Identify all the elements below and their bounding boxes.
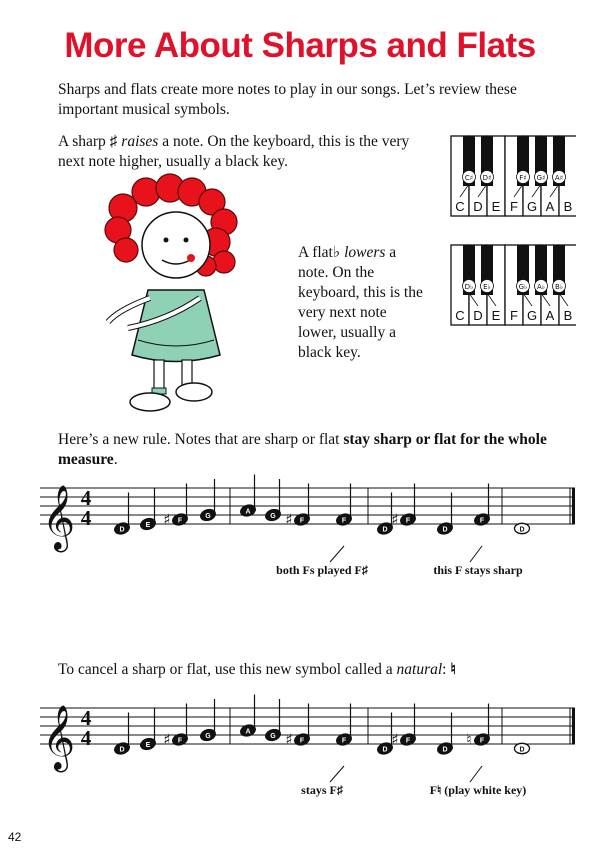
white-key-label: F	[510, 199, 518, 214]
note-name: F	[479, 517, 485, 525]
note-name: D	[119, 526, 125, 534]
annotation-arrow	[470, 546, 482, 562]
time-signature-bottom: 4	[80, 726, 92, 750]
treble-clef-icon: 𝄞	[42, 485, 76, 550]
sharp-key-label: F♯	[519, 174, 527, 182]
girl-illustration	[88, 170, 268, 415]
flat-text-after: a note. On the keyboard, this is the very next note lower, usually a black key.	[298, 244, 423, 361]
sharp-sign-icon: ♯	[163, 730, 171, 749]
rule-paragraph	[58, 430, 578, 470]
note-name: F	[405, 737, 411, 745]
note-name: A	[245, 508, 251, 516]
note-name: F	[177, 517, 183, 525]
time-signature-top: 4	[80, 706, 92, 730]
flat-key-label: E♭	[483, 283, 491, 291]
annotation-2: F♮ (play white key)	[429, 783, 527, 797]
sharp-text-after: a note. On the keyboard, this is the very next note higher, usually a black key.	[58, 133, 410, 170]
note-name: F	[405, 517, 411, 525]
time-signature-bottom: 4	[80, 506, 92, 530]
sharp-key-label: D♯	[482, 174, 492, 182]
white-key-label: B	[563, 199, 573, 214]
sharp-sign-icon: ♯	[163, 510, 171, 529]
white-key-label: G	[526, 308, 538, 323]
annotation-arrow	[470, 766, 482, 782]
note-name: F	[479, 737, 485, 745]
flat-key-label: A♭	[536, 283, 546, 291]
flat-key-label: G♭	[518, 283, 528, 291]
white-key-label: F	[510, 308, 518, 323]
natural-paragraph	[58, 660, 578, 680]
sharp-sign-icon: ♯	[285, 730, 293, 749]
note-name: D	[442, 746, 448, 754]
white-key-label: D	[473, 308, 483, 323]
sharp-key-label: C♯	[464, 174, 474, 182]
sharp-key-label: G♯	[536, 174, 546, 182]
note-name: D	[519, 746, 525, 754]
white-key-label: E	[491, 308, 501, 323]
natural-emphasis: natural	[396, 661, 443, 678]
rule-text-after: .	[113, 451, 118, 468]
page-title: More About Sharps and Flats	[64, 26, 536, 65]
white-key-label: D	[473, 199, 483, 214]
note-name: G	[270, 733, 276, 740]
natural-text-before: To cancel a sharp or flat, use this new symbol called a	[58, 661, 393, 678]
note-name: F	[341, 517, 347, 525]
white-key-label: B	[563, 308, 573, 323]
note-name: F	[299, 737, 305, 745]
note-name: F	[299, 517, 305, 525]
note-name: D	[382, 746, 388, 754]
sharp-symbol: ♯	[109, 133, 118, 150]
sharp-emphasis: raises	[121, 133, 159, 150]
natural-text-after: :	[442, 661, 447, 678]
annotation-arrow	[330, 766, 344, 782]
note-name: E	[145, 522, 151, 529]
treble-clef-icon: 𝄞	[42, 705, 76, 770]
sharp-paragraph	[58, 132, 418, 172]
white-key-label: C	[455, 308, 465, 323]
rule-text-bold: stay sharp or flat for the whole measure	[58, 431, 547, 468]
sharp-sign-icon: ♯	[285, 510, 293, 529]
note-name: G	[270, 513, 276, 520]
rule-text-before: Here’s a new rule. Notes that are sharp or flat	[58, 431, 340, 448]
flat-emphasis: lowers	[344, 244, 386, 261]
white-key-label: G	[526, 199, 538, 214]
natural-sign-icon: ♮	[466, 730, 472, 749]
note-name: G	[205, 513, 211, 520]
note-name: G	[205, 733, 211, 740]
sharp-key-label: A♯	[554, 174, 564, 182]
flats-keyboard	[450, 244, 576, 326]
note-name: D	[442, 526, 448, 534]
sharps-keyboard	[450, 135, 576, 217]
annotation-1: stays F♯	[301, 783, 343, 797]
flat-symbol: ♭	[332, 244, 341, 261]
flat-key-label: D♭	[464, 283, 474, 291]
final-bar-thick	[572, 708, 575, 744]
note-name: F	[177, 737, 183, 745]
sharp-sign-icon: ♯	[391, 510, 399, 529]
white-key-label: A	[545, 199, 555, 214]
time-signature-top: 4	[80, 486, 92, 510]
flat-paragraph	[298, 243, 428, 363]
sharp-sign-icon: ♯	[391, 730, 399, 749]
note-name: F	[341, 737, 347, 745]
final-bar-thick	[572, 488, 575, 524]
note-name: A	[245, 728, 251, 736]
annotation-1: both Fs played F♯	[276, 563, 368, 577]
note-name: D	[519, 526, 525, 534]
staff-1	[30, 470, 585, 590]
flat-text-before: A flat	[298, 244, 333, 261]
note-name: D	[119, 746, 125, 754]
white-key-label: C	[455, 199, 465, 214]
flat-key-label: B♭	[554, 283, 564, 291]
white-key-label: A	[545, 308, 555, 323]
annotation-arrow	[330, 546, 344, 562]
annotation-2: this F stays sharp	[433, 563, 523, 577]
note-name: E	[145, 742, 151, 749]
page-number: 42	[8, 830, 22, 844]
intro-paragraph: Sharps and flats create more notes to play in our songs. Let’s review these important musical symbols.	[58, 81, 517, 118]
staff-2	[30, 690, 585, 810]
white-key-label: E	[491, 199, 501, 214]
sharp-text-before: A sharp	[58, 133, 106, 150]
note-name: D	[382, 526, 388, 534]
natural-symbol: ♮	[450, 661, 456, 678]
